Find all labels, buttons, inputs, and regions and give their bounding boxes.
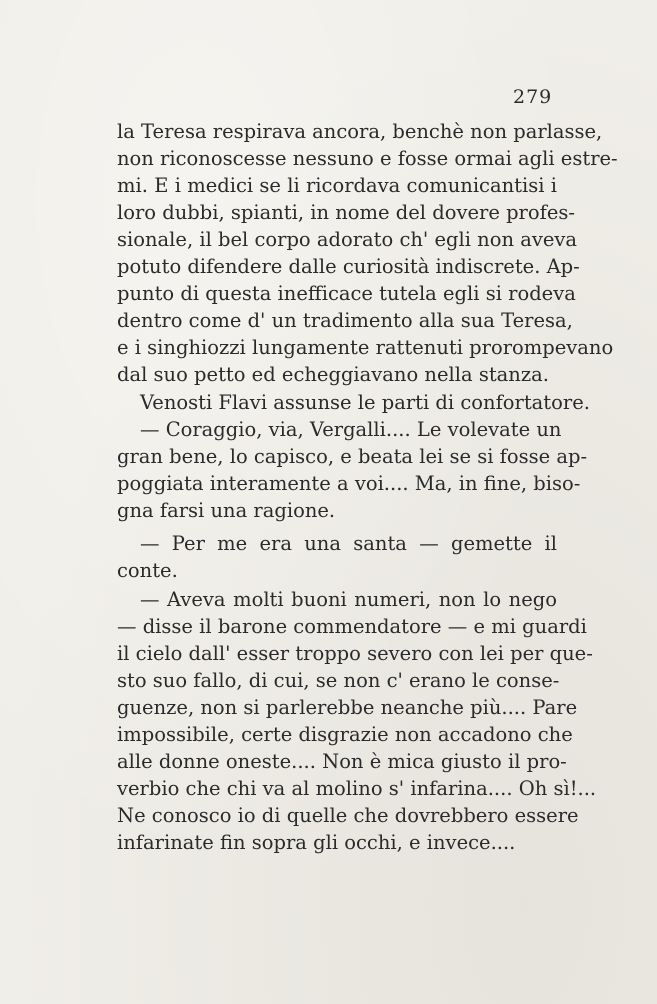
text-line-19: — disse il barone commendatore — e mi guardi xyxy=(117,615,587,638)
text-line-20: il cielo dall' esser troppo severo con lei per que- xyxy=(117,642,593,665)
text-line-6: potuto difendere dalle curiosità indiscrete. Ap- xyxy=(117,255,580,278)
text-line-9: e i singhiozzi lungamente rattenuti prorompevano xyxy=(117,336,614,359)
text-line-5: sionale, il bel corpo adorato ch' egli non aveva xyxy=(117,228,578,251)
text-line-17: conte. xyxy=(117,559,178,582)
text-line-23: impossibile, certe disgrazie non accadono che xyxy=(117,723,573,746)
text-line-10: dal suo petto ed echeggiavano nella stanza. xyxy=(117,363,549,386)
text-line-26: Ne conosco io di quelle che dovrebbero essere xyxy=(117,804,579,827)
text-line-7: punto di questa inefficace tutela egli si rodeva xyxy=(117,282,576,305)
page-number: 279 xyxy=(513,86,553,108)
text-line-25: verbio che chi va al molino s' infarina.... Oh sì!... xyxy=(117,777,597,800)
text-line-3: mi. E i medici se li ricordava comunicantisi i xyxy=(117,174,557,197)
text-line-13: gran bene, lo capisco, e beata lei se si fosse ap- xyxy=(117,445,588,468)
text-line-15: gna farsi una ragione. xyxy=(117,499,336,522)
text-line-21: sto suo fallo, di cui, se non c' erano le conse- xyxy=(117,669,560,692)
text-line-14: poggiata interamente a voi.... Ma, in fine, biso- xyxy=(117,472,581,495)
text-line-11: Venosti Flavi assunse le parti di confortatore. xyxy=(140,391,590,414)
text-line-18: — Aveva molti buoni numeri, non lo nego xyxy=(140,588,557,611)
text-line-24: alle donne oneste.... Non è mica giusto il pro- xyxy=(117,750,567,773)
text-line-4: loro dubbi, spianti, in nome del dovere profes- xyxy=(117,201,575,224)
text-line-22: guenze, non si parlerebbe neanche più.... Pare xyxy=(117,696,578,719)
text-line-16: — Per me era una santa — gemette il xyxy=(140,532,557,555)
text-line-1: la Teresa respirava ancora, benchè non parlasse, xyxy=(117,120,603,143)
text-line-2: non riconoscesse nessuno e fosse ormai agli estre- xyxy=(117,147,618,170)
text-line-8: dentro come d' un tradimento alla sua Teresa, xyxy=(117,309,573,332)
text-line-12: — Coraggio, via, Vergalli.... Le volevate un xyxy=(140,418,562,441)
text-line-27: infarinate fin sopra gli occhi, e invece.... xyxy=(117,831,516,854)
